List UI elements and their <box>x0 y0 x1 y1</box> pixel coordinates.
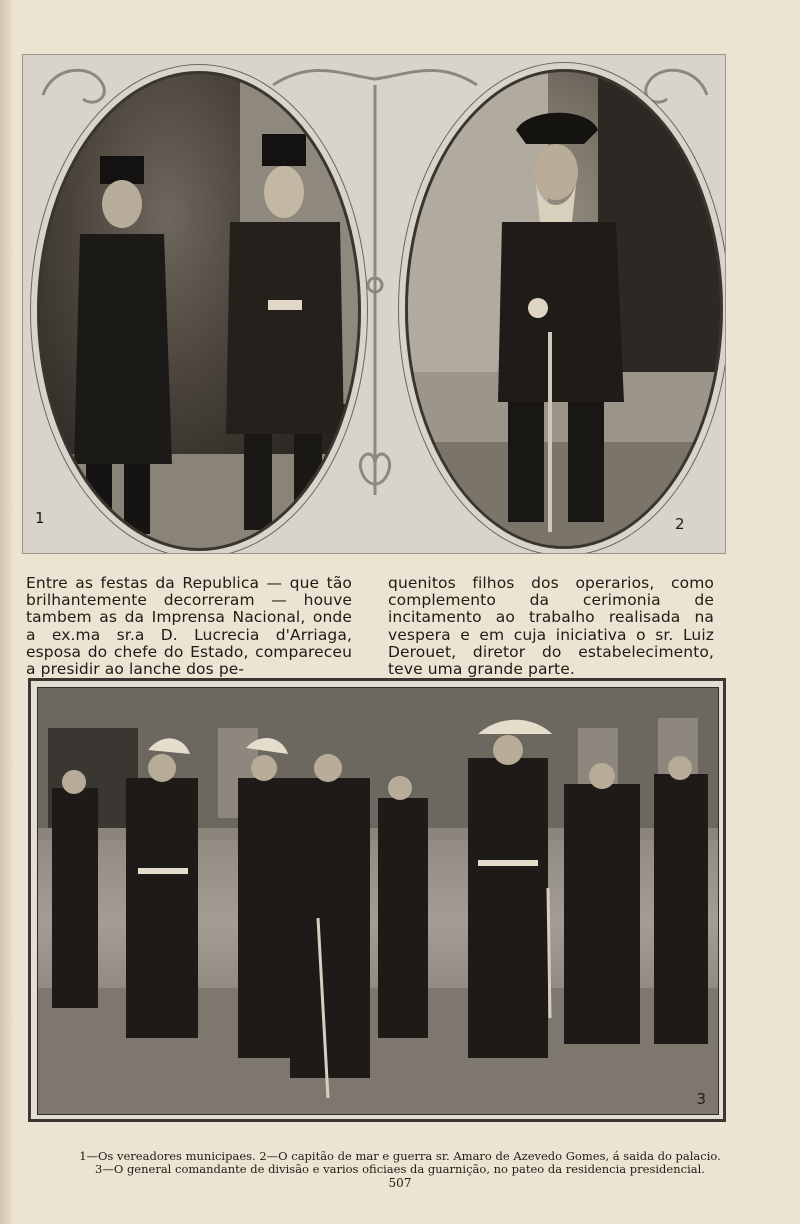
photo-general-and-officers <box>37 687 719 1115</box>
photo-label-3: 3 <box>696 1090 706 1108</box>
top-photo-panel <box>22 54 726 554</box>
photo-label-2: 2 <box>675 515 685 533</box>
bottom-photo-frame <box>28 678 726 1122</box>
article-paragraph-left: Entre as festas da Republica — que tão brilhantemente decorreram — houve tambem as da Imprensa Nacional, onde a ex.ma sr.a D. Lucrecia d'Arriaga, esposa do chefe do Estado, compareceu a presidir ao lanche dos pe- <box>26 574 352 679</box>
councillors-scene <box>40 74 358 548</box>
page-binding-edge <box>0 0 14 1224</box>
photo-captain-amaro <box>405 69 723 549</box>
article-text-left-column <box>26 575 352 678</box>
officers-courtyard-scene <box>38 688 718 1114</box>
photo-municipal-councillors <box>37 71 361 551</box>
article-text-right-column <box>388 575 714 678</box>
photo-captions <box>0 1150 800 1190</box>
captain-scene <box>408 72 720 546</box>
page-number: 507 <box>388 1176 412 1190</box>
caption-line-2: 3—O general comandante de divisão e varios oficiaes da guarnição, no pateo da residencia presidencial. <box>95 1162 705 1176</box>
caption-line-1: 1—Os vereadores municipaes. 2—O capitão de mar e guerra sr. Amaro de Azevedo Gomes, á saida do palacio. <box>79 1149 721 1163</box>
article-paragraph-right: quenitos filhos dos operarios, como complemento da cerimonia de incitamento ao trabalho realisada na vespera e em cuja iniciativa o sr. Luiz Derouet, diretor do estabelecimento, teve uma grande parte. <box>388 574 714 679</box>
photo-label-1: 1 <box>35 509 45 527</box>
